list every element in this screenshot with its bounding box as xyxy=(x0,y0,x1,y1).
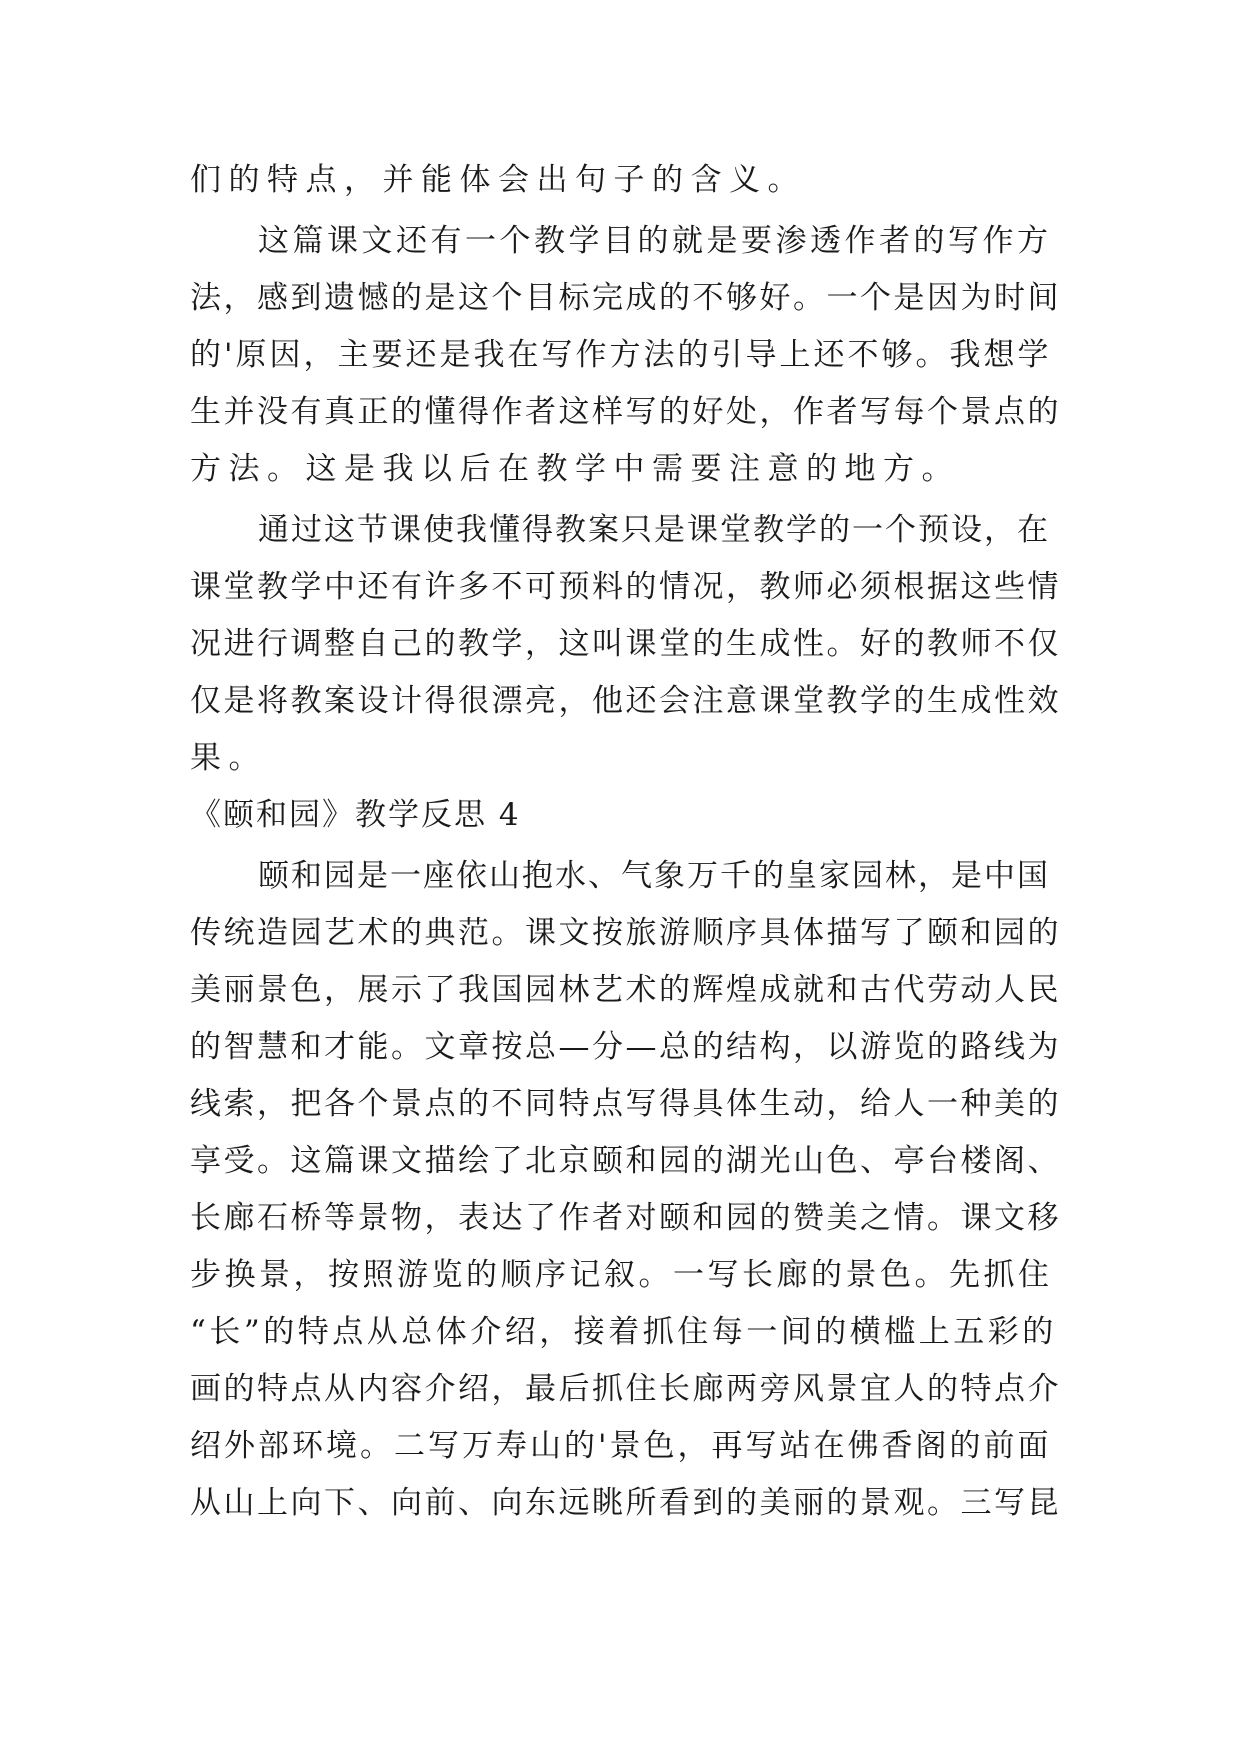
text-line: 传统造园艺术的典范。课文按旅游顺序具体描写了颐和园的 xyxy=(190,915,1061,951)
text-line: 从山上向下、向前、向东远眺所看到的美丽的景观。三写昆 xyxy=(190,1485,1061,1521)
text-line: 生并没有真正的懂得作者这样写的好处，作者写每个景点的 xyxy=(190,394,1061,430)
text-line: 这篇课文还有一个教学目的就是要渗透作者的写作方 xyxy=(258,223,1052,259)
text-line: 况进行调整自己的教学，这叫课堂的生成性。好的教师不仅 xyxy=(190,626,1061,662)
text-line: 的'原因，主要还是我在写作方法的引导上还不够。我想学 xyxy=(190,337,1052,373)
text-line: 仅是将教案设计得很漂亮，他还会注意课堂教学的生成性效 xyxy=(190,683,1061,719)
text-line: 方法。这是我以后在教学中需要注意的地方。 xyxy=(190,451,960,487)
text-line: 画的特点从内容介绍，最后抓住长廊两旁风景宜人的特点介 xyxy=(190,1371,1061,1407)
text-line: 绍外部环境。二写万寿山的'景色，再写站在佛香阁的前面 xyxy=(190,1428,1052,1464)
text-line: 享受。这篇课文描绘了北京颐和园的湖光山色、亭台楼阁、 xyxy=(190,1143,1061,1179)
section-heading: 《颐和园》教学反思 4 xyxy=(190,797,521,833)
text-line: 线索，把各个景点的不同特点写得具体生动，给人一种美的 xyxy=(190,1086,1061,1122)
text-line: “长”的特点从总体介绍，接着抓住每一间的横槛上五彩的 xyxy=(190,1314,1057,1350)
text-line: 的智慧和才能。文章按总—分—总的结构，以游览的路线为 xyxy=(190,1029,1061,1065)
text-line: 通过这节课使我懂得教案只是课堂教学的一个预设，在 xyxy=(258,512,1050,548)
text-line: 果。 xyxy=(190,740,267,776)
text-line: 步换景，按照游览的顺序记叙。一写长廊的景色。先抓住 xyxy=(190,1257,1053,1293)
text-line: 法，感到遗憾的是这个目标完成的不够好。一个是因为时间 xyxy=(190,280,1061,316)
text-line: 颐和园是一座依山抱水、气象万千的皇家园林，是中国 xyxy=(258,858,1050,894)
text-line: 长廊石桥等景物，表达了作者对颐和园的赞美之情。课文移 xyxy=(190,1200,1061,1236)
text-line: 课堂教学中还有许多不可预料的情况，教师必须根据这些情 xyxy=(190,569,1061,605)
text-line: 们的特点，并能体会出句子的含义。 xyxy=(190,162,806,198)
text-line: 美丽景色，展示了我国园林艺术的辉煌成就和古代劳动人民 xyxy=(190,972,1061,1008)
